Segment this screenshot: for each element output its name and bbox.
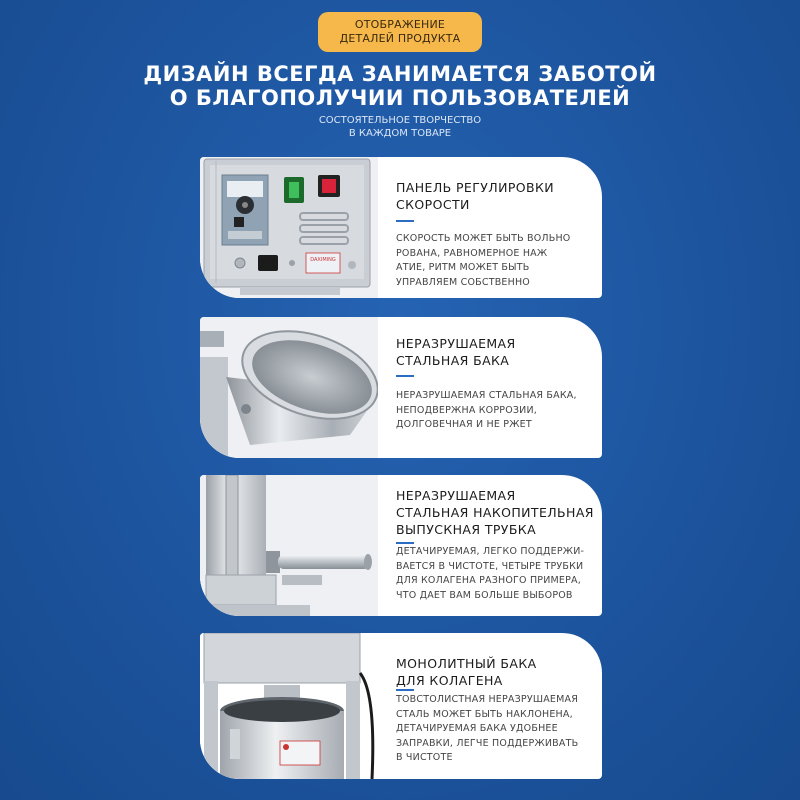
card-title-line: НЕРАЗРУШАЕМАЯ xyxy=(396,488,516,503)
card-title-line: НЕРАЗРУШАЕМАЯ xyxy=(396,336,516,351)
card-description xyxy=(396,232,596,290)
card-title-line: ДЛЯ КОЛАГЕНА xyxy=(396,673,503,688)
card-title-line: СТАЛЬНАЯ НАКОПИТЕЛЬНАЯ xyxy=(396,505,594,520)
card-title-line: СКОРОСТИ xyxy=(396,197,470,212)
badge-line-1: ОТОБРАЖЕНИЕ xyxy=(354,18,446,31)
control-panel-image xyxy=(200,157,378,298)
card-title xyxy=(396,179,596,213)
section-badge xyxy=(318,12,482,52)
card-desc-line: НЕРАЗРУШАЕМАЯ СТАЛЬНАЯ БАКА, xyxy=(396,390,577,401)
card-desc-line: ДЕТАЧИРУЕМАЯ БАКА УДОБНЕЕ xyxy=(396,723,558,734)
card-desc-line: СКОРОСТЬ МОЖЕТ БЫТЬ ВОЛЬНО xyxy=(396,233,571,244)
card-desc-line: УПРАВЛЯЕМ СОБСТВЕННО xyxy=(396,276,530,288)
card-title xyxy=(396,335,596,369)
feature-card-speed-panel xyxy=(200,157,602,298)
headline-line-1: ДИЗАЙН ВСЕГДА ЗАНИМАЕТСЯ ЗАБОТОЙ xyxy=(143,62,657,86)
card-title-line: ПАНЕЛЬ РЕГУЛИРОВКИ xyxy=(396,180,554,195)
headline xyxy=(0,62,800,110)
card-desc-line: ДЛЯ КОЛАГЕНА РАЗНОГО ПРИМЕРА, xyxy=(396,575,581,586)
feature-card-steel-tank xyxy=(200,317,602,458)
headline-line-2: О БЛАГОПОЛУЧИИ ПОЛЬЗОВАТЕЛЕЙ xyxy=(169,86,631,110)
card-title-line: СТАЛЬНАЯ БАКА xyxy=(396,353,510,368)
card-desc-line: В ЧИСТОТЕ xyxy=(396,752,453,763)
feature-card-collagen-tank xyxy=(200,633,602,779)
card-desc-line: ВАЕТСЯ В ЧИСТОТЕ, ЧЕТЫРЕ ТРУБКИ xyxy=(396,560,584,572)
card-desc-line: РОВАНА, РАВНОМЕРНОЕ НАЖ xyxy=(396,247,548,259)
card-desc-line: ЧТО ДАЕТ ВАМ БОЛЬШЕ ВЫБОРОВ xyxy=(396,589,573,601)
card-title-line: ВЫПУСКНАЯ ТРУБКА xyxy=(396,522,537,537)
card-desc-line: АТИЕ, РИТМ МОЖЕТ БЫТЬ xyxy=(396,262,530,273)
subheadline-line-2: В КАЖДОМ ТОВАРЕ xyxy=(348,128,452,139)
accent-divider xyxy=(396,542,414,544)
card-description xyxy=(396,693,596,766)
card-description xyxy=(396,545,596,603)
card-description xyxy=(396,389,596,433)
steel-tank-image xyxy=(200,317,378,458)
subheadline-line-1: СОСТОЯТЕЛЬНОЕ ТВОРЧЕСТВО xyxy=(318,115,482,126)
card-desc-line: ДЕТАЧИРУЕМАЯ, ЛЕГКО ПОДДЕРЖИ- xyxy=(396,546,585,557)
subheadline xyxy=(0,114,800,140)
outlet-tube-image xyxy=(200,475,378,616)
card-title-line: МОНОЛИТНЫЙ БАКА xyxy=(396,656,537,671)
collagen-tank-image xyxy=(200,633,378,779)
badge-line-2: ДЕТАЛЕЙ ПРОДУКТА xyxy=(339,32,461,45)
accent-divider xyxy=(396,220,414,222)
card-desc-line: ЗАПРАВКИ, ЛЕГЧЕ ПОДДЕРЖИВАТЬ xyxy=(396,737,579,749)
card-desc-line: ТОВСТОЛИСТНАЯ НЕРАЗРУШАЕМАЯ xyxy=(396,694,578,705)
card-desc-line: НЕПОДВЕРЖНА КОРРОЗИИ, xyxy=(396,404,538,416)
panel-brand-label: DAXIMING xyxy=(310,257,336,263)
accent-divider xyxy=(396,375,414,377)
card-title xyxy=(396,655,596,689)
card-desc-line: ДОЛГОВЕЧНАЯ И НЕ РЖЕТ xyxy=(396,419,532,430)
feature-card-outlet-tube xyxy=(200,475,602,616)
card-desc-line: СТАЛЬ МОЖЕТ БЫТЬ НАКЛОНЕНА, xyxy=(396,708,573,720)
accent-divider xyxy=(396,689,414,691)
card-title xyxy=(396,487,596,538)
